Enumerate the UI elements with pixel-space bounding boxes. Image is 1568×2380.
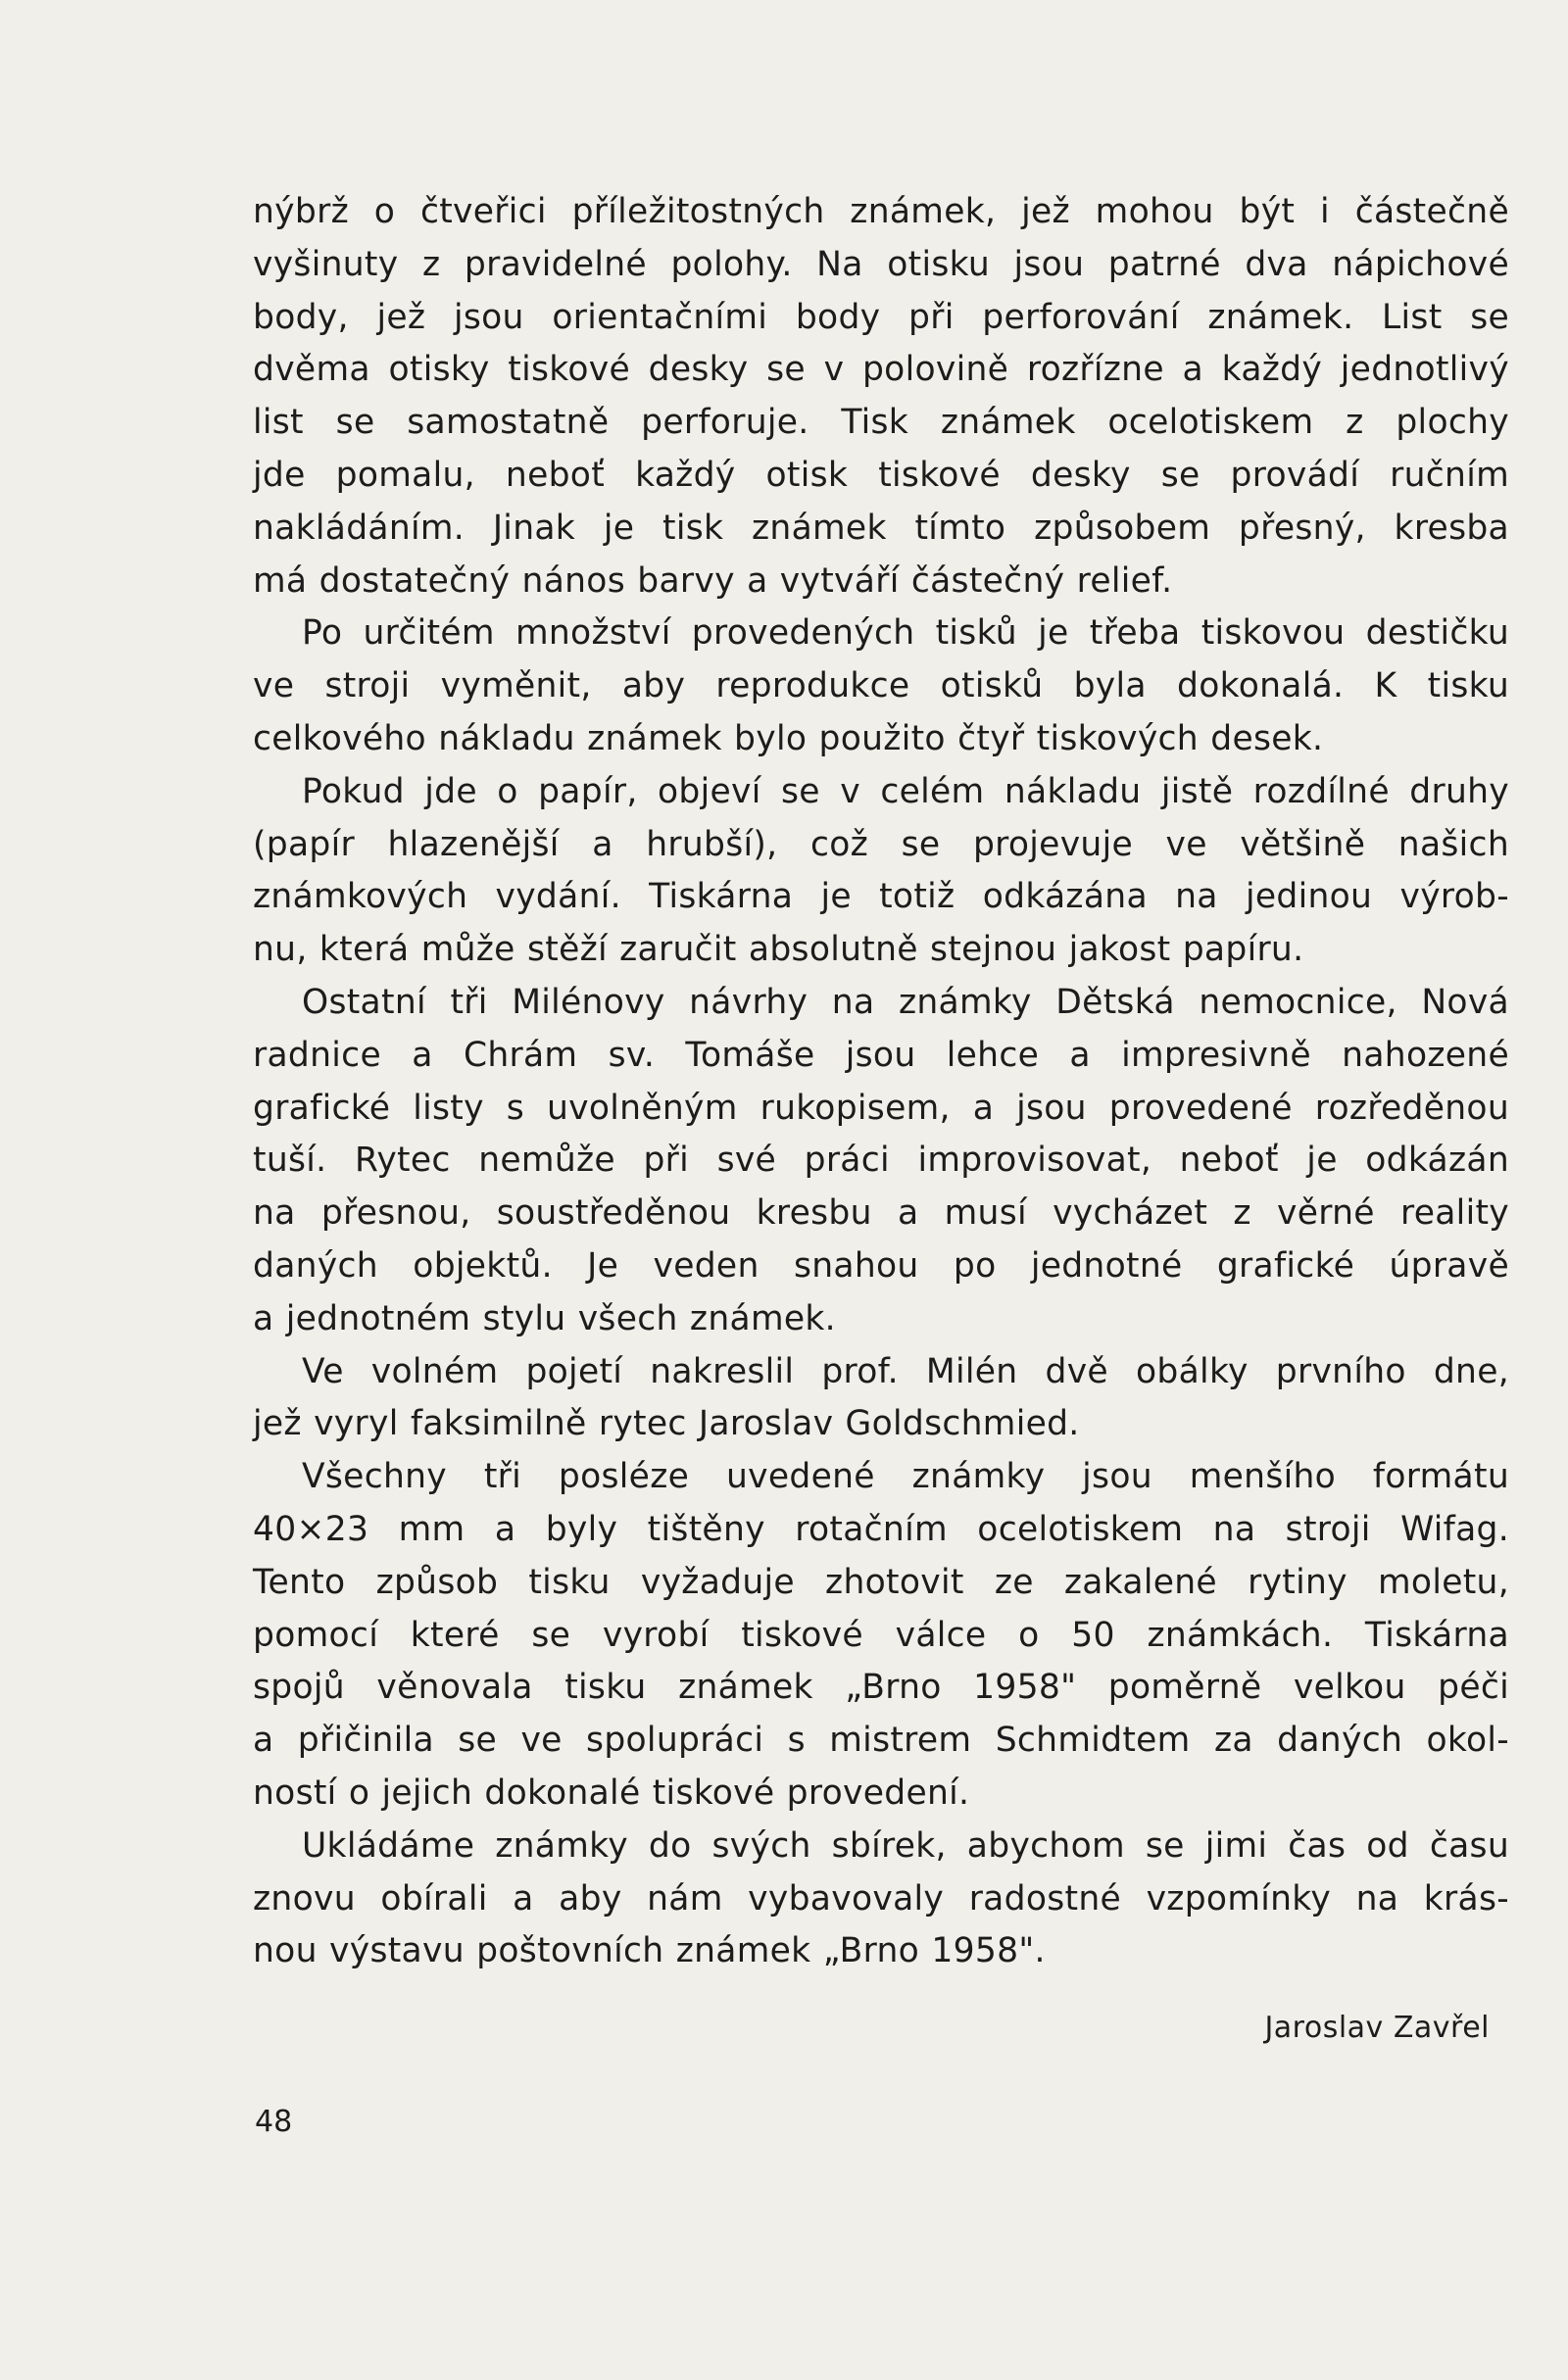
text-line: má dostatečný nános barvy a vytváří částečný relief. <box>253 560 1173 601</box>
text-line: a jednotném stylu všech známek. <box>253 1298 836 1338</box>
text-line: ností o jejich dokonalé tiskové provedení. <box>253 1773 970 1813</box>
text-line: Pokud jde o papír, objeví se v celém nákladu jistě rozdílné druhy <box>302 771 1509 811</box>
paragraph <box>253 766 1509 977</box>
text-line: 40×23 mm a byly tištěny rotačním ocelotiskem na stroji Wifag. <box>253 1509 1509 1549</box>
text-line: Ve volném pojetí nakreslil prof. Milén dvě obálky prvního dne, <box>302 1351 1509 1391</box>
paragraph <box>253 977 1509 1346</box>
text-line: Tento způsob tisku vyžaduje zhotovit ze zakalené rytiny moletu, <box>253 1562 1509 1602</box>
text-line: (papír hlazenější a hrubší), což se projevuje ve většině našich <box>253 824 1509 864</box>
text-line: a přičinila se ve spolupráci s mistrem Schmidtem za daných okol- <box>253 1721 1509 1761</box>
text-line: známkových vydání. Tiskárna je totiž odkázána na jedinou výrob- <box>253 877 1509 917</box>
text-line: na přesnou, soustředěnou kresbu a musí vycházet z věrné reality <box>253 1193 1509 1234</box>
text-line: znovu obírali a aby nám vybavovaly radostné vzpomínky na krás- <box>253 1878 1509 1919</box>
text-line: Ukládáme známky do svých sbírek, abychom se jimi čas od času <box>302 1825 1509 1866</box>
text-line: celkového nákladu známek bylo použito čtyř tiskových desek. <box>253 718 1324 758</box>
text-line: vyšinuty z pravidelné polohy. Na otisku jsou patrné dva nápichové <box>253 244 1509 284</box>
paragraph <box>253 1346 1509 1452</box>
body-text <box>253 186 1509 1978</box>
text-line: Po určitém množství provedených tisků je třeba tiskovou destičku <box>302 613 1509 654</box>
paragraph <box>253 1821 1509 1978</box>
text-line: body, jež jsou orientačními body při perforování známek. List se <box>253 297 1509 337</box>
paragraph <box>253 186 1509 607</box>
text-line: jde pomalu, neboť každý otisk tiskové desky se provádí ručním <box>253 455 1509 495</box>
text-line: daných objektů. Je veden snahou po jednotné grafické úpravě <box>253 1245 1509 1286</box>
text-line: nu, která může stěží zaručit absolutně stejnou jakost papíru. <box>253 930 1304 970</box>
text-line: nou výstavu poštovních známek „Brno 1958". <box>253 1931 1046 1971</box>
paragraph <box>253 607 1509 765</box>
text-line: nakládáním. Jinak je tisk známek tímto způsobem přesný, kresba <box>253 508 1509 548</box>
text-line: jež vyryl faksimilně rytec Jaroslav Goldschmied. <box>253 1404 1080 1444</box>
paragraph <box>253 1451 1509 1821</box>
text-line: list se samostatně perforuje. Tisk známek ocelotiskem z plochy <box>253 403 1509 443</box>
text-line: tuší. Rytec nemůže při své práci improvisovat, neboť je odkázán <box>253 1141 1509 1181</box>
text-line: ve stroji vyměnit, aby reprodukce otisků byla dokonalá. K tisku <box>253 666 1509 706</box>
text-line: grafické listy s uvolněným rukopisem, a jsou provedené rozředěnou <box>253 1088 1509 1128</box>
text-line: radnice a Chrám sv. Tomáše jsou lehce a impresivně nahozené <box>253 1035 1509 1075</box>
text-line: Všechny tři posléze uvedené známky jsou menšího formátu <box>302 1457 1509 1497</box>
text-line: nýbrž o čtveřici příležitostných známek, jež mohou být i částečně <box>253 192 1509 231</box>
text-line: Ostatní tři Milénovy návrhy na známky Dětská nemocnice, Nová <box>302 982 1509 1022</box>
text-line: spojů věnovala tisku známek „Brno 1958" poměrně velkou péči <box>253 1668 1509 1708</box>
author-signature: Jaroslav Zavřel <box>1264 2011 1490 2045</box>
text-line: dvěma otisky tiskové desky se v polovině rozřízne a každý jednotlivý <box>253 350 1509 390</box>
page-number: 48 <box>255 2105 293 2139</box>
text-line: pomocí které se vyrobí tiskové válce o 50 známkách. Tiskárna <box>253 1615 1509 1655</box>
